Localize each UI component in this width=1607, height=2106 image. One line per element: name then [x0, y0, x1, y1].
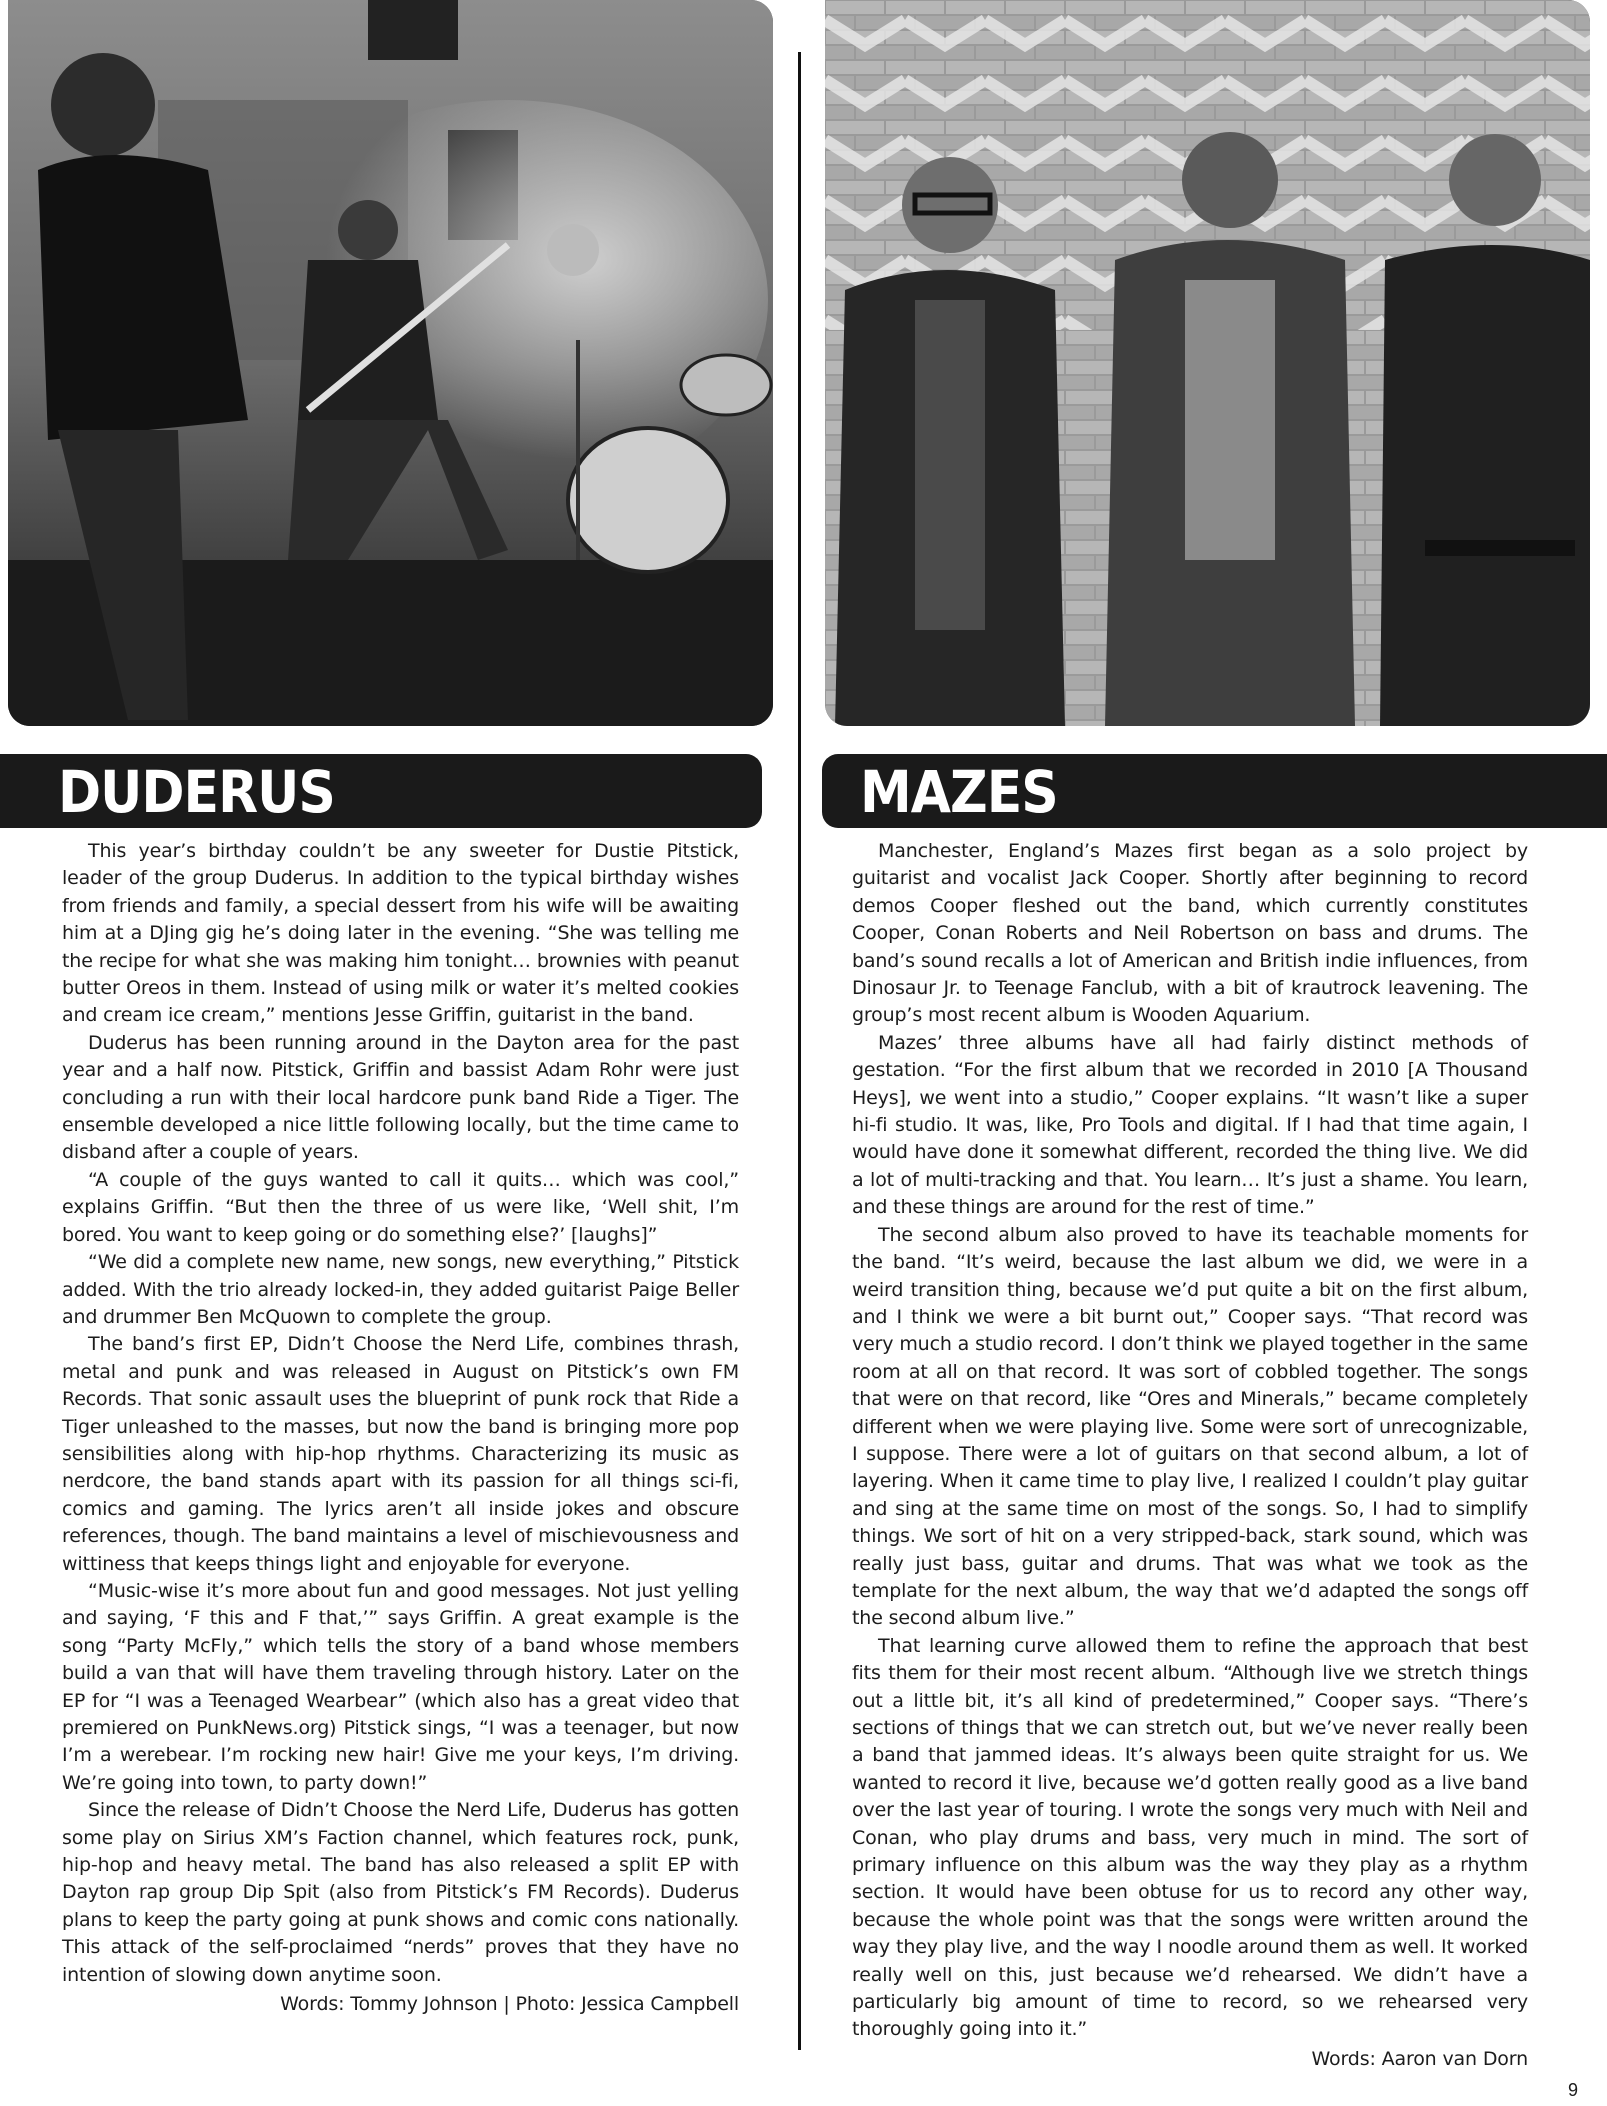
duderus-credit: Words: Tommy Johnson | Photo: Jessica Campbell [280, 1993, 739, 2016]
mazes-credit: Words: Aaron van Dorn [1311, 2047, 1528, 2070]
mazes-article [852, 838, 1528, 2073]
paragraph: “A couple of the guys wanted to call it quits… which was cool,” explains Griffin. “But then the three of us were like, ‘Well shit, I’m bored. You want to keep going or do something else?’ [laughs]” [62, 1168, 739, 1246]
paragraph: Mazes’ three albums have all had fairly distinct methods of gestation. “For the first album that we recorded in 2010 [A Thousand Heys], we went into a studio,” Cooper explains. “It wasn’t like a super hi-fi studio. It was, like, Pro Tools and digital. If I had that time again, I would have done it somewhat different, recorded the thing live. We did a lot of multi-tracking and that. You learn… It’s just a shame. You learn, and these things are around for the rest of time.” [852, 1031, 1528, 1219]
mazes-photo-art [825, 0, 1590, 726]
page-number: 9 [1568, 2080, 1579, 2100]
duderus-article [62, 838, 739, 2018]
paragraph: Manchester, England’s Mazes first began as a solo project by guitarist and vocalist Jack Cooper. Shortly after beginning to record demos Cooper fleshed out the band, which currently constitutes Cooper, Conan Roberts and Neil Robertson on bass and drums. The band’s sound recalls a lot of American and British indie influences, from Dinosaur Jr. to Teenage Fanclub, with a bit of krautrock leavening. The group’s most recent album is Wooden Aquarium. [852, 840, 1528, 1027]
duderus-photo-art [8, 0, 773, 726]
paragraph: The band’s first EP, Didn’t Choose the Nerd Life, combines thrash, metal and punk and was released in August on Pitstick’s own FM Records. That sonic assault uses the blueprint of punk rock that Ride a Tiger unleashed to the masses, but now the band is bringing more pop sensibilities along with hip-hop rhythms. Characterizing its music as nerdcore, the band stands apart with its passion for all things sci-fi, comics and gaming. The lyrics aren’t all inside jokes and obscure references, though. The band maintains a level of mischievousness and wittiness that keeps things light and enjoyable for everyone. [62, 1333, 739, 1575]
paragraph: “Music-wise it’s more about fun and good messages. Not just yelling and saying, ‘F this and F that,’” says Griffin. A great example is the song “Party McFly,” which tells the story of a band whose members build a van that will have them traveling through history. Later on the EP for “I was a Teenaged Wearbear” (which also has a great video that premiered on PunkNews.org) Pitstick sings, “I was a teenager, but now I’m a werebear. I’m rocking new hair! Give me your keys, I’m driving. We’re going into town, to party down!” [62, 1579, 739, 1794]
mazes-photo [825, 0, 1590, 726]
paragraph: That learning curve allowed them to refine the approach that best fits them for their most recent album. “Although live we stretch things out a little bit, it’s all kind of predetermined,” Cooper says. “There’s sections of things that we can stretch out, but we’ve never really been a band that jammed ideas. It’s always been quite straight for us. We wanted to record it live, because we’d gotten really good as a live band over the last year of touring. I wrote the songs very much with Neil and Conan, who play drums and bass, very much in mind. The sort of primary influence on this album was the way they play as a rhythm section. It would have been obtuse for us to record any other way, because the whole point was that the songs were written around the way they play live, and the way I noodle around them as well. It worked really well on this, just because we’d rehearsed. We didn’t have a particularly big amount of time to record, so we rehearsed very thoroughly going into it.” [852, 1634, 1528, 2041]
duderus-title: DUDERUS [58, 759, 335, 827]
paragraph: The second album also proved to have its teachable moments for the band. “It’s weird, because the last album we did, we were in a weird transition thing, because we’d put quite a bit on the first album, and I think we were a bit burnt out,” Cooper says. “That record was very much a studio record. I don’t think we played together in the same room at all on that record. It was sort of cobbled together. The songs that were on that record, like “Ores and Minerals,” became completely different when we were playing live. Some were sort of unrecognizable, I suppose. There were a lot of guitars on that second album, a lot of layering. When it came time to play live, I realized I couldn’t play guitar and sing at the same time on most of the songs. So, I had to simplify things. We sort of hit on a very stripped-back, stark sound, which was really just bass, guitar and drums. That was what we took as the template for the next album, the way that we’d adapted the songs off the second album live.” [852, 1223, 1528, 1630]
duderus-title-banner [0, 754, 762, 828]
column-divider [798, 52, 801, 2050]
paragraph: This year’s birthday couldn’t be any sweeter for Dustie Pitstick, leader of the group Duderus. In addition to the typical birthday wishes from friends and family, a special dessert from his wife will be awaiting him at a DJing gig he’s doing later in the evening. “She was telling me the recipe for what she was making him tonight… brownies with peanut butter Oreos in them. Instead of using milk or water it’s melted cookies and cream ice cream,” mentions Jesse Griffin, guitarist in the band. [62, 840, 739, 1027]
mazes-title-banner [822, 754, 1607, 828]
mazes-title: MAZES [860, 759, 1058, 827]
paragraph: Since the release of Didn’t Choose the Nerd Life, Duderus has gotten some play on Sirius XM’s Faction channel, which features rock, punk, hip-hop and heavy metal. The band has also released a split EP with Dayton rap group Dip Spit (also from Pitstick’s FM Records). Duderus plans to keep the party going at punk shows and comic cons nationally. This attack of the self-proclaimed “nerds” proves that they have no intention of slowing down anytime soon. [62, 1799, 739, 1986]
paragraph: Duderus has been running around in the Dayton area for the past year and a half now. Pitstick, Griffin and bassist Adam Rohr were just concluding a run with their local hardcore punk band Ride a Tiger. The ensemble developed a nice little following locally, but the time came to disband after a couple of years. [62, 1031, 739, 1164]
paragraph: “We did a complete new name, new songs, new everything,” Pitstick added. With the trio already locked-in, they added guitarist Paige Beller and drummer Ben McQuown to complete the group. [62, 1251, 739, 1328]
duderus-photo [8, 0, 773, 726]
